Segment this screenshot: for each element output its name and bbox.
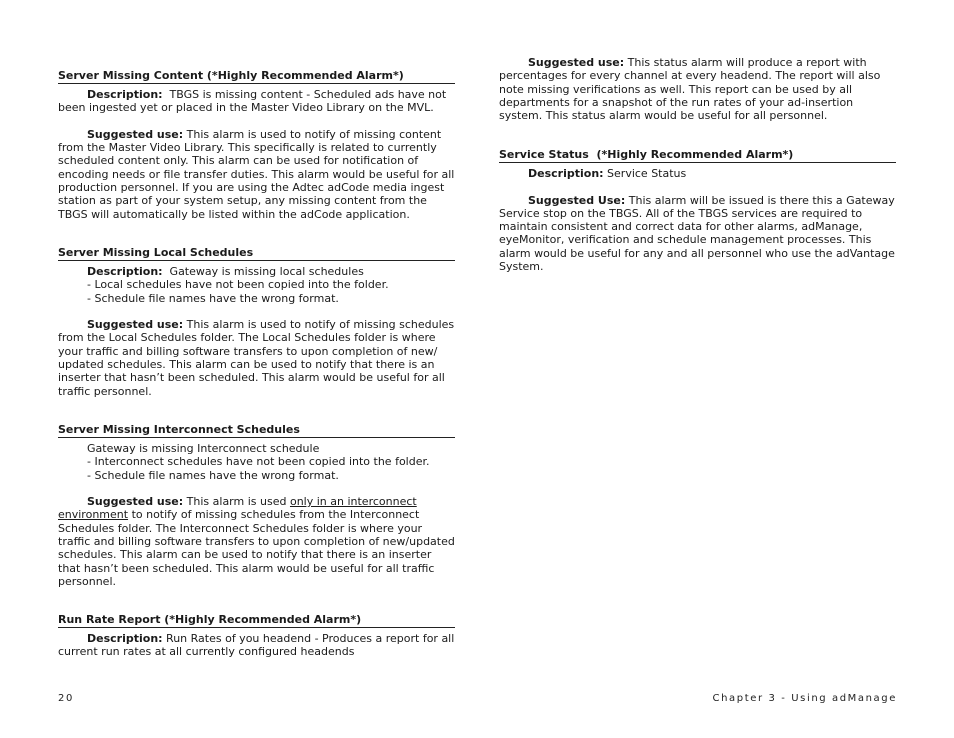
bullet-item: - Local schedules have not been copied into the folder. <box>87 278 389 292</box>
suggested-use-paragraph <box>58 318 455 398</box>
suggested-use-text: This alarm will be issued is there this a Gateway Service stop on the TBGS. All of the TBGS services are required to maintain consistent and correct data for other alarms, adManage, eyeMonitor, verification and schedule management processes. This alarm would be useful for any and all personnel who use the adVantage System. <box>499 193 895 274</box>
description-label: Description: <box>87 88 163 101</box>
section-run-rate-suggested-use <box>499 56 896 122</box>
suggested-use-text-cont: to notify of missing schedules from the Interconnect Schedules folder. The Interconnect Schedules folder is where your traffic and billing software transfers to upon completion of new/updated schedules. This alarm can be used to notify that there is an inserter that hasn’t been scheduled. This alarm would be useful for all traffic personnel. <box>58 508 455 588</box>
suggested-use-paragraph <box>58 495 455 588</box>
section-run-rate-report <box>58 613 455 659</box>
description-paragraph <box>58 88 455 115</box>
chapter-label: Chapter 3 - Using adManage <box>712 693 897 704</box>
section-heading: Server Missing Local Schedules <box>58 246 455 261</box>
page-number: 20 <box>58 693 74 704</box>
description-paragraph <box>58 632 455 659</box>
suggested-use-label: Suggested use: <box>87 495 184 509</box>
section-server-missing-local-schedules <box>58 246 455 398</box>
section-heading: Service Status (*Highly Recommended Alarm*) <box>499 148 896 163</box>
description-label: Description: <box>87 265 163 278</box>
description-label: Description: <box>528 167 604 180</box>
bullet-item: - Schedule file names have the wrong format. <box>87 291 339 305</box>
suggested-use-label: Suggested use: <box>87 127 184 141</box>
suggested-use-label: Suggested use: <box>528 56 625 69</box>
section-server-missing-interconnect-schedules <box>58 423 455 588</box>
suggested-use-text: This alarm is used to notify of missing schedules from the Local Schedules folder. The Local Schedules folder is where your traffic and billing software transfers to upon completion of new/ updated schedules. This alarm can be used to notify that there is an inserter that hasn’t been scheduled. This alarm would be useful for all traffic personnel. <box>58 318 455 398</box>
section-heading: Server Missing Interconnect Schedules <box>58 423 455 438</box>
description-text: Gateway is missing Interconnect schedule <box>87 442 320 455</box>
description-text: Gateway is missing local schedules <box>169 265 364 278</box>
section-heading: Run Rate Report (*Highly Recommended Alarm*) <box>58 613 455 628</box>
suggested-use-text: This alarm is used to notify of missing content from the Master Video Library. This specifically is related to currently scheduled content only. This alarm can be used for notification of encoding needs or file transfer duties. This alarm would be useful for all production personnel. If you are using the Adtec adCode media ingest station as part of your system setup, any missing content from the TBGS will automatically be listed within the adCode application. <box>58 127 455 221</box>
underlined-phrase: only in an interconnect environment <box>58 495 417 522</box>
description-text: Service Status <box>607 167 687 180</box>
suggested-use-paragraph <box>499 56 896 122</box>
suggested-use-text: This status alarm will produce a report with percentages for every channel at every headend. The report will also note missing verifications as well. This report can be used by all departments for a snapshot of the run rates of your ad-insertion system. This status alarm would be useful for all personnel. <box>499 56 881 123</box>
section-heading: Server Missing Content (*Highly Recommended Alarm*) <box>58 69 455 84</box>
description-text: TBGS is missing content - Scheduled ads have not been ingested yet or placed in the Master Video Library on the MVL. <box>58 88 447 115</box>
section-service-status <box>499 148 896 273</box>
suggested-use-label: Suggested Use: <box>528 193 626 207</box>
description-paragraph <box>58 265 455 278</box>
suggested-use-label: Suggested use: <box>87 318 184 332</box>
section-server-missing-content <box>58 69 455 221</box>
description-label: Description: <box>87 632 163 645</box>
suggested-use-paragraph <box>499 194 896 274</box>
suggested-use-paragraph <box>58 128 455 221</box>
suggested-use-text: This alarm is used <box>186 495 287 509</box>
description-text: Run Rates of you headend - Produces a report for all current run rates at all currently configured headends <box>58 632 455 659</box>
bullet-item: - Schedule file names have the wrong format. <box>87 468 339 482</box>
description-paragraph <box>499 167 896 180</box>
bullet-item: - Interconnect schedules have not been copied into the folder. <box>87 455 430 469</box>
